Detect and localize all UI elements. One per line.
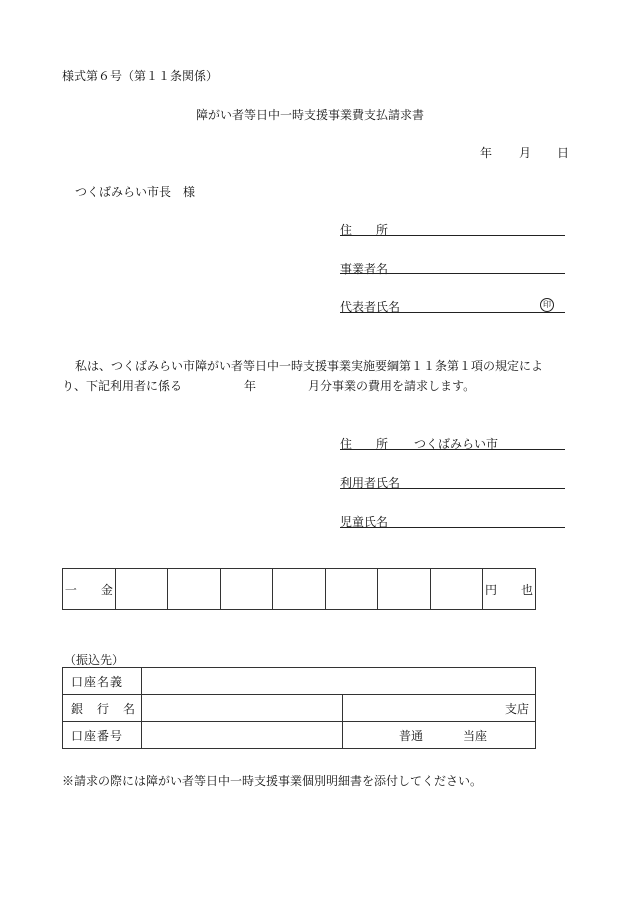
amount-prefix: 一 金	[63, 569, 116, 610]
body-month-text: 月分事業の費用を請求します。	[308, 379, 476, 393]
account-name-label: 口座名義	[63, 668, 142, 695]
representative-name-field[interactable]	[340, 298, 565, 313]
amount-digit-cell[interactable]	[115, 569, 167, 610]
date-day-label: 日	[557, 146, 570, 160]
branch-label: 支店	[504, 701, 529, 716]
claimant-address-label: 住 所	[340, 223, 389, 237]
business-name-label: 事業者名	[340, 262, 389, 276]
amount-table	[62, 568, 536, 610]
account-type-current: 当座	[463, 728, 488, 743]
account-type-ordinary: 普通	[399, 728, 424, 743]
amount-digit-cell[interactable]	[430, 569, 482, 610]
branch-field[interactable]	[343, 695, 536, 722]
user-name-label: 利用者氏名	[340, 476, 401, 490]
claimant-address-field[interactable]	[340, 221, 565, 236]
account-number-field[interactable]	[142, 722, 343, 749]
amount-digit-cell[interactable]	[325, 569, 377, 610]
user-address-label: 住 所	[340, 437, 389, 451]
body-line-2	[62, 377, 475, 394]
form-number: 様式第６号（第１１条関係）	[62, 69, 219, 83]
amount-digit-cell[interactable]	[220, 569, 272, 610]
business-name-field[interactable]	[340, 259, 565, 274]
account-name-field[interactable]	[142, 668, 536, 695]
bank-table	[62, 667, 536, 749]
user-address-value: つくばみらい市	[414, 437, 499, 451]
body-line-1: 私は、つくばみらい市障がい者等日中一時支援事業実施要綱第１１条第１項の規定によ	[75, 359, 544, 373]
amount-digit-cell[interactable]	[273, 569, 325, 610]
account-type-field[interactable]	[343, 722, 536, 749]
amount-suffix: 円 也	[483, 569, 536, 610]
user-name-field[interactable]	[340, 474, 565, 489]
bank-name-field[interactable]	[142, 695, 343, 722]
addressee: つくばみらい市長 様	[75, 185, 196, 199]
body-year-label: 年	[244, 379, 257, 393]
bank-heading: （振込先）	[64, 653, 125, 667]
body-line-2-lead: り、下記利用者に係る	[62, 379, 183, 393]
child-name-field[interactable]	[340, 513, 565, 528]
amount-digit-cell[interactable]	[168, 569, 220, 610]
footer-note: ※請求の際には障がい者等日中一時支援事業個別明細書を添付してください。	[62, 774, 483, 788]
user-address-field[interactable]	[340, 435, 565, 450]
seal-mark: 印	[540, 298, 554, 312]
representative-name-label: 代表者氏名	[340, 300, 401, 314]
account-number-label: 口座番号	[63, 722, 142, 749]
child-name-label: 児童氏名	[340, 515, 389, 529]
amount-digit-cell[interactable]	[378, 569, 430, 610]
date-month-label: 月	[519, 146, 532, 160]
date-year-label: 年	[480, 146, 493, 160]
document-title: 障がい者等日中一時支援事業費支払請求書	[196, 108, 425, 122]
bank-name-label: 銀 行 名	[63, 695, 142, 722]
